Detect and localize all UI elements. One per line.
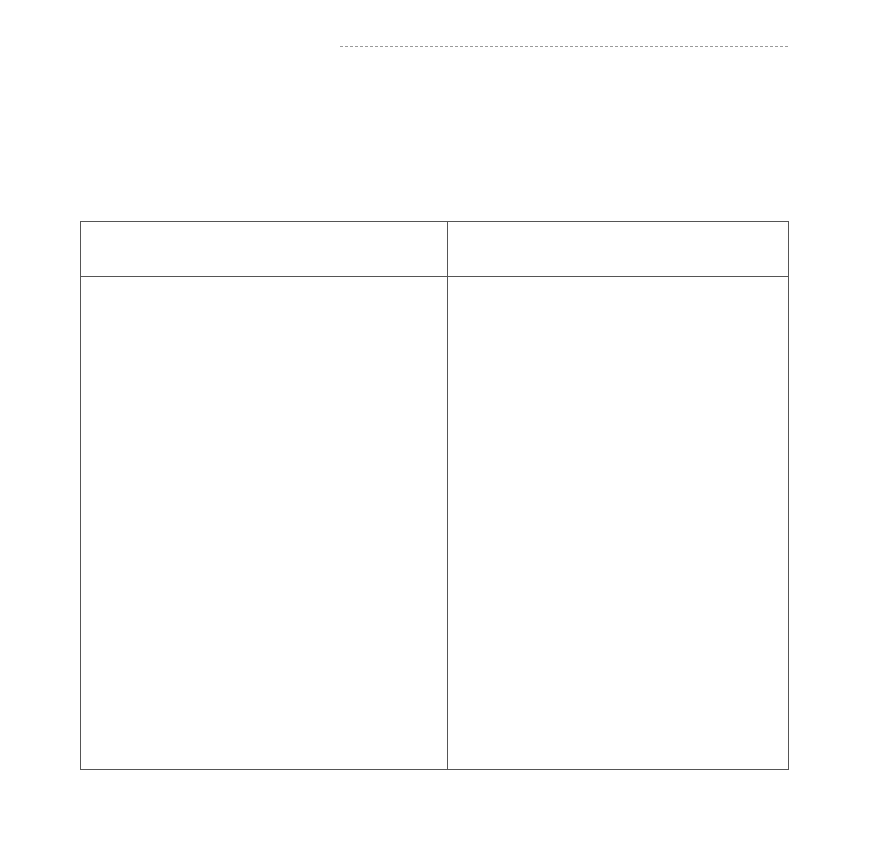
header-hdmi [81,222,448,277]
hdmi-schematic-cell [81,277,448,770]
header-divider [340,46,788,47]
rj45-schematic [448,277,788,765]
output-interface-table [80,221,789,770]
rj45-schematic-cell [448,277,789,770]
header-rj45 [448,222,789,277]
hdmi-schematic [81,277,447,765]
